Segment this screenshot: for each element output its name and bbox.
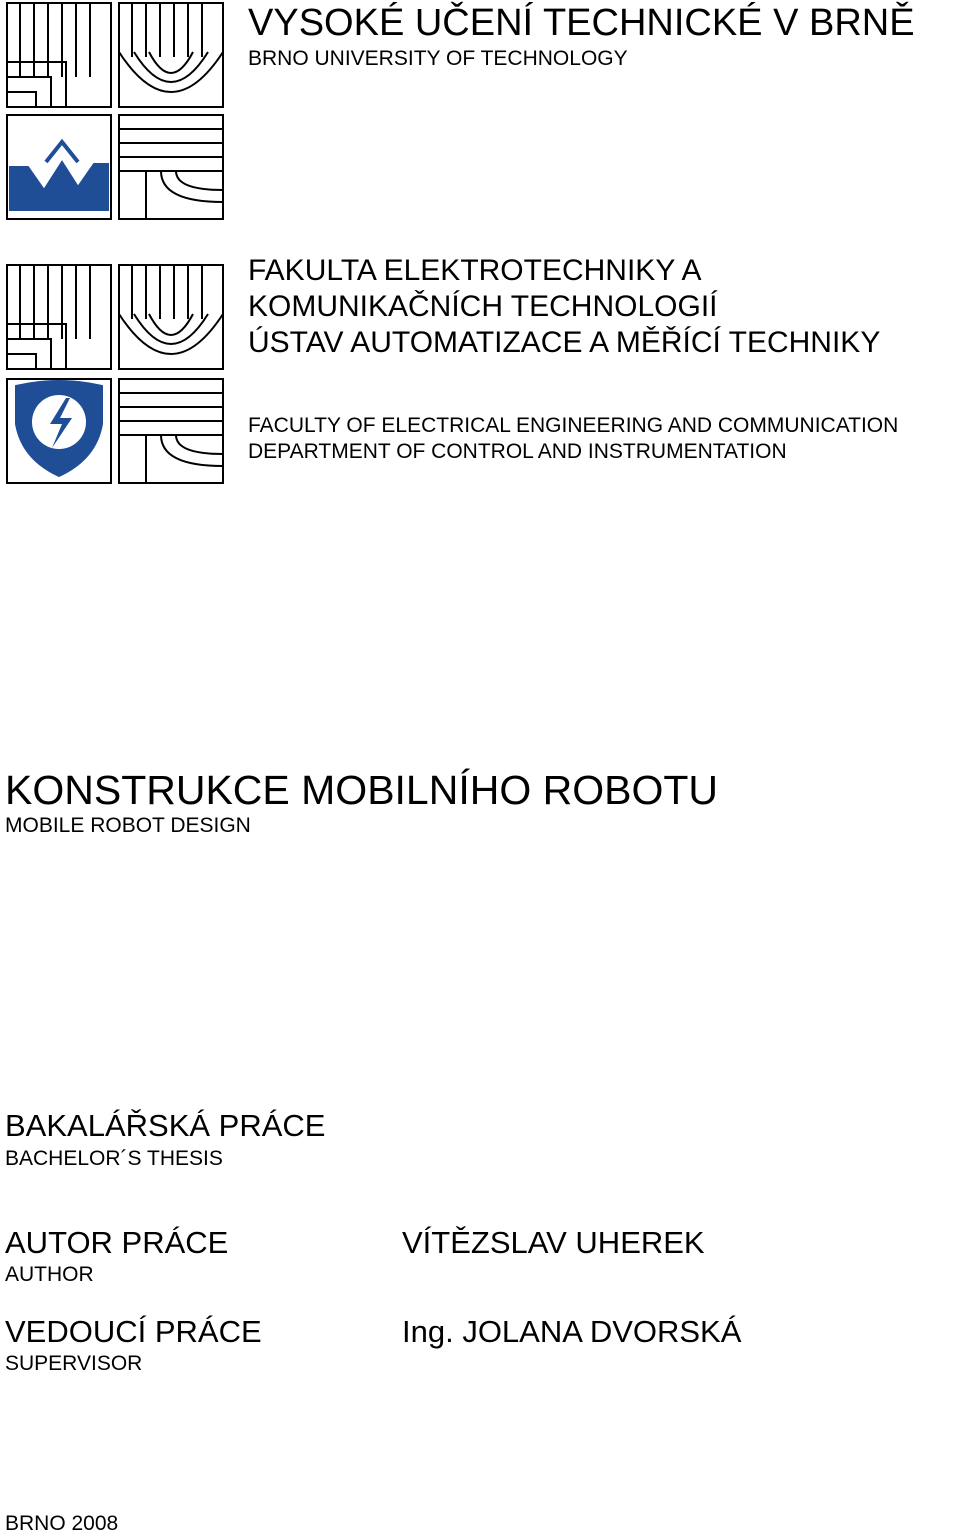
supervisor-label-cz: VEDOUCÍ PRÁCE (5, 1314, 262, 1349)
faculty-cz-line: KOMUNIKAČNÍCH TECHNOLOGIÍ (248, 290, 718, 323)
faculty-cz-line: FAKULTA ELEKTROTECHNIKY A (248, 254, 702, 287)
faculty-department-cz (248, 253, 880, 361)
author-name: VÍTĚZSLAV UHEREK (402, 1225, 705, 1260)
faculty-en-line: FACULTY OF ELECTRICAL ENGINEERING AND COMMUNICATION (248, 414, 899, 437)
thesis-title-cz: KONSTRUKCE MOBILNÍHO ROBOTU (5, 767, 719, 813)
department-en-line: DEPARTMENT OF CONTROL AND INSTRUMENTATION (248, 440, 787, 463)
thesis-type-cz: BAKALÁŘSKÁ PRÁCE (5, 1108, 326, 1143)
university-name-cz: VYSOKÉ UČENÍ TECHNICKÉ V BRNĚ (248, 2, 915, 44)
thesis-type-en: BACHELOR´S THESIS (5, 1147, 223, 1170)
university-name-en: BRNO UNIVERSITY OF TECHNOLOGY (248, 47, 628, 70)
university-logo (6, 2, 226, 222)
supervisor-name: Ing. JOLANA DVORSKÁ (402, 1314, 742, 1349)
faculty-department-en (248, 413, 898, 465)
supervisor-label-en: SUPERVISOR (5, 1352, 143, 1375)
author-label-cz: AUTOR PRÁCE (5, 1225, 229, 1260)
author-label-en: AUTHOR (5, 1263, 94, 1286)
department-cz-line: ÚSTAV AUTOMATIZACE A MĚŘÍCÍ TECHNIKY (248, 326, 881, 359)
place-year: BRNO 2008 (5, 1512, 119, 1535)
thesis-title-en: MOBILE ROBOT DESIGN (5, 814, 251, 837)
faculty-logo (6, 264, 226, 486)
